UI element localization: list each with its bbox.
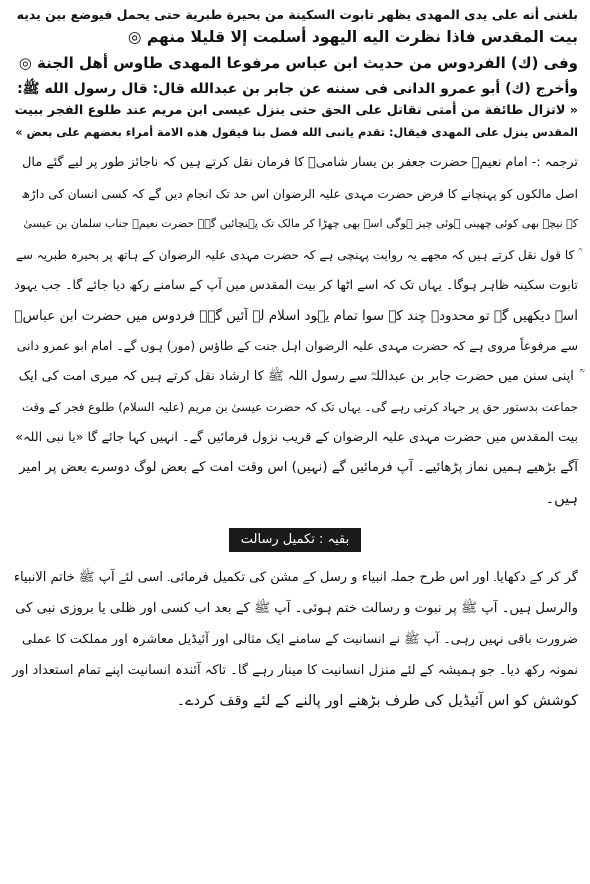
urdu-line: تابوت سکینہ ظاہر ہوگا۔ یہاں تک کہ اسے اٹھا کر بیت المقدس میں آپ کے سامنے رکھ دیا جائے گا۔ جب یہود: [14, 277, 578, 292]
urdu-line: بیت المقدس میں حضرت مہدی علیہ الرضوان کے قریب نزول فرمائیں گے۔ انہیں کہا جائے گا «یا نبی اللہ»: [15, 429, 578, 445]
urdu-line: ؒ کا قول نقل کرتے ہیں کہ مجھے یہ روایت پہنچی ہے کہ حضرت مہدی علیہ الرضوان کے ہاتھ پر بحیرہ طبریہ سے: [15, 247, 578, 262]
urdu-line: کے نیچے بھی کوئی چھینی ہوئی چیز ہوگی اسے بھی چھڑا کر مالک تک پہنچائیں گے۔ حضرت نعیمؒ جناب سلمان بن عیسیٰ: [23, 217, 578, 230]
continued-article: [12, 562, 578, 717]
urdu-translation: [12, 148, 578, 514]
continued-line: گر کر کے دکھایا۔ اور اس طرح جملہ انبیاء و رسل کے مشن کی تکمیل فرمائی۔ اسی لئے آپ ﷺ خاتم الانبیاء: [13, 570, 578, 585]
arabic-hadith-block: [12, 4, 578, 144]
urdu-line: آگے بڑھیے ہمیں نماز پڑھائیے۔ آپ فرمائیں گے (نہیں) اس وقت امت کے بعض لوگ دوسرے بعض پر امیر: [19, 460, 578, 475]
urdu-line: ؒ اپنی سنن میں حضرت جابر بن عبداللہؓ سے رسول اللہ ﷺ کا ارشاد نقل کرتے ہیں کہ میری امت کی ایک: [18, 368, 578, 384]
urdu-line: اسے دیکھیں گے تو محدودے چند کے سوا تمام یہود اسلام لے آئیں گے۔ فردوس میں حضرت ابن عباسؓ: [14, 307, 578, 324]
urdu-line: اصل مالکوں کو پہنچانے کا فرض حضرت مہدی علیہ الرضوان اس حد تک انجام دیں گے کہ کسی انسان کی داڑھ: [21, 186, 578, 201]
continued-line: والرسل ہیں۔ آپ ﷺ پر نبوت و رسالت ختم ہوئی۔ آپ ﷺ کے بعد اب کسی اور ظلی یا بروزی نبی کی: [15, 601, 578, 616]
urdu-line: ترجمہ :- امام نعیمؒ حضرت جعفر بن یسار شامیؒ کا فرمان نقل کرتے ہیں کہ ناجائز طور پر لیے گئے مال: [22, 155, 578, 170]
arabic-line: وأخرج (ك) أبو عمرو الدانى فى سننه عن جابر بن عبدالله قال: قال رسول الله ﷺ:: [17, 81, 578, 97]
continued-line: نمونہ رکھ دیا۔ جو ہمیشہ کے لئے منزل انسانیت کا مینار رہے گا۔ تاکہ آئندہ انسانیت اپنے تمام استعداد اور: [12, 663, 578, 678]
arabic-line: المقدس ينزل على المهدى فيقال: تقدم يانبى الله فصل بنا فيقول هذه الامة أمراء بعضهم على بعض »: [15, 126, 578, 139]
section-banner-row: [12, 528, 578, 552]
continued-line: کوشش کو اس آئیڈیل کی طرف بڑھنے اور پالنے کے لئے وقف کردے۔: [176, 693, 578, 709]
arabic-line: « لاتزال طائفة من أمتى تقاتل على الحق حتى ينزل عيسى ابن مريم عند طلوع الفجر ببيت: [14, 103, 578, 118]
arabic-line: وفى (ك) الفردوس من حديث ابن عباس مرفوعا المهدى طاوس أهل الجنة ◎: [18, 54, 578, 72]
urdu-line: جماعت بدستور حق پر جہاد کرتی رہے گی۔ یہاں تک کہ حضرت عیسیٰ بن مریم (علیہ السلام) طلوع فجر کے وقت: [21, 400, 578, 414]
arabic-line: بيت المقدس فاذا نظرت اليه اليهود أسلمت إلا قليلا منهم ◎: [127, 28, 578, 46]
continued-banner: بقیہ : تکمیل رسالت: [229, 528, 361, 552]
arabic-line: بلغنى أنه على يدى المهدى يظهر تابوت السكينة من بحيرة طبرية حتى يحمل فيوضع بين يديه: [16, 7, 578, 22]
urdu-line: سے مرفوعاً مروی ہے کہ حضرت مہدی علیہ الرضوان اہل جنت کے طاؤس (مور) ہوں گے۔ امام ابو عمرو دانی: [16, 339, 578, 353]
urdu-line: ہیں۔: [545, 490, 578, 507]
continued-line: ضرورت باقی نہیں رہی۔ آپ ﷺ نے انسانیت کے سامنے ایک مثالی اور آئیڈیل معاشرہ اور مملکت کا عملی: [21, 632, 578, 647]
